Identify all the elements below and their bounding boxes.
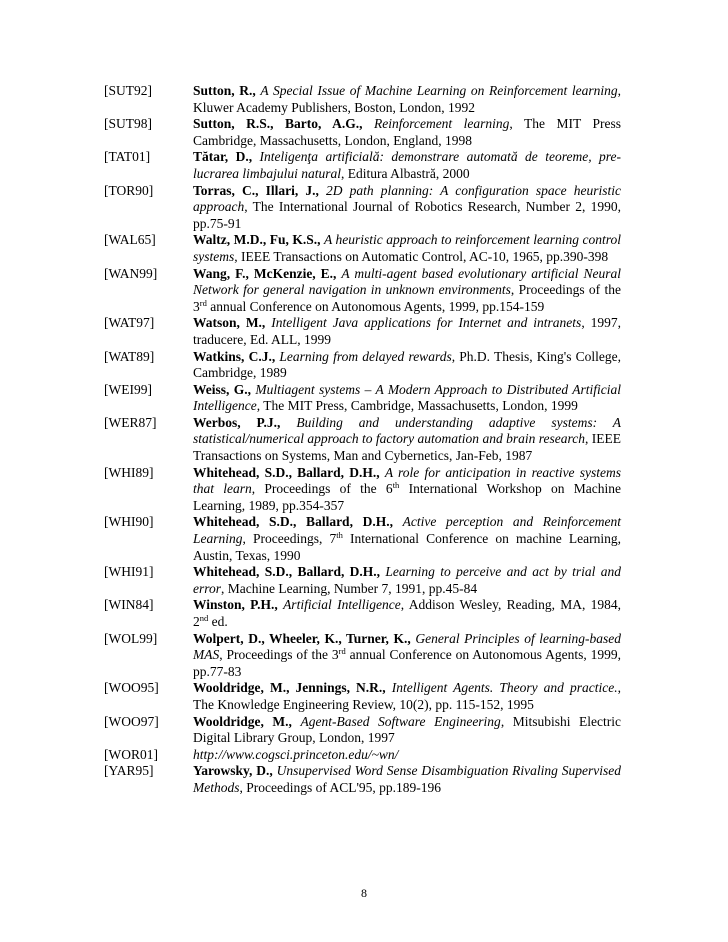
reference-text bbox=[193, 680, 621, 713]
reference-authors: Tătar, D., bbox=[193, 149, 253, 165]
reference-entry bbox=[104, 349, 621, 382]
reference-authors: Watson, M., bbox=[193, 315, 266, 331]
reference-text bbox=[193, 232, 621, 265]
reference-text bbox=[193, 382, 621, 415]
reference-key: [WHI89] bbox=[104, 464, 154, 480]
reference-details: , The International Journal of Robotics Research, Number 2, 1990, pp.75-91 bbox=[193, 199, 621, 231]
reference-details: , Proceedings of the 6 bbox=[251, 481, 393, 497]
reference-title: A role for anticipation in reactive systems that learn bbox=[193, 464, 621, 497]
reference-text bbox=[193, 631, 621, 681]
reference-authors: Waltz, M.D., Fu, K.S., bbox=[193, 232, 321, 248]
reference-entry bbox=[104, 315, 621, 348]
reference-entry bbox=[104, 415, 621, 465]
reference-entry bbox=[104, 465, 621, 515]
ordinal-suffix: rd bbox=[338, 646, 346, 657]
reference-text bbox=[193, 564, 621, 597]
reference-authors: Werbos, P.J., bbox=[193, 414, 281, 430]
reference-title: A heuristic approach to reinforcement learning control systems bbox=[193, 232, 622, 264]
reference-key: [SUT92] bbox=[104, 83, 152, 98]
reference-details: , Machine Learning, Number 7, 1991, pp.45-84 bbox=[221, 580, 478, 596]
reference-authors: Watkins, C.J., bbox=[193, 348, 276, 364]
reference-entry bbox=[104, 747, 621, 764]
reference-text bbox=[193, 415, 621, 465]
reference-entry bbox=[104, 680, 621, 713]
reference-entry bbox=[104, 382, 621, 415]
reference-entry bbox=[104, 763, 621, 796]
reference-entry bbox=[104, 631, 621, 681]
reference-key: [WOR01] bbox=[104, 746, 158, 762]
reference-details: , Proceedings of ACL'95, pp.189-196 bbox=[239, 779, 442, 795]
reference-key: [SUT98] bbox=[104, 116, 152, 132]
reference-entry bbox=[104, 597, 621, 630]
reference-details: , Proceedings of the 3 bbox=[219, 647, 339, 663]
reference-details: , Mitsubishi Electric Digital Library Group, London, 1997 bbox=[193, 713, 622, 746]
reference-key: [WAT97] bbox=[104, 315, 155, 331]
reference-key: [TAT01] bbox=[104, 149, 151, 165]
reference-title: Unsupervised Word Sense Disambiguation Rivaling Supervised Methods bbox=[193, 763, 621, 795]
reference-entry bbox=[104, 514, 621, 564]
reference-details: , Proceedings, 7 bbox=[242, 531, 337, 547]
reference-details: , The Knowledge Engineering Review, 10(2), pp. 115-152, 1995 bbox=[193, 680, 621, 712]
reference-text bbox=[193, 266, 621, 316]
reference-title: Learning to perceive and act by trial and error bbox=[193, 564, 621, 596]
reference-entry bbox=[104, 183, 621, 233]
reference-entry bbox=[104, 266, 621, 316]
reference-details-cont: annual Conference on Autonomous Agents, 1999, pp.77-83 bbox=[193, 647, 621, 679]
reference-title: Intelligent Agents. Theory and practice. bbox=[391, 680, 618, 696]
reference-entry bbox=[104, 116, 621, 149]
reference-details: , Editura Albastră, 2000 bbox=[341, 165, 470, 181]
reference-key: [WHI91] bbox=[104, 564, 154, 580]
reference-details: , Addison Wesley, Reading, MA, 1984, 2 bbox=[193, 597, 622, 629]
reference-entry bbox=[104, 564, 621, 597]
page-number: 8 bbox=[361, 886, 367, 900]
reference-details-cont: International Conference on machine Learning, Austin, Texas, 1990 bbox=[193, 531, 622, 563]
reference-details: , IEEE Transactions on Systems, Man and Cybernetics, Jan-Feb, 1987 bbox=[193, 431, 621, 464]
reference-key: [WHI90] bbox=[104, 514, 154, 530]
reference-authors: Yarowsky, D., bbox=[193, 763, 273, 779]
reference-details: , Ph.D. Thesis, King's College, Cambridge, 1989 bbox=[193, 348, 621, 381]
reference-authors: Whitehead, S.D., Ballard, D.H., bbox=[193, 464, 380, 480]
ordinal-suffix: rd bbox=[199, 297, 207, 308]
reference-title: Intelligent Java applications for Internet and intranets bbox=[271, 315, 582, 331]
reference-title: A Special Issue of Machine Learning on Reinforcement learning bbox=[260, 83, 618, 98]
reference-title: Multiagent systems – A Modern Approach to Distributed Artificial Intelligence bbox=[193, 381, 621, 414]
reference-details: , Proceedings of the 3 bbox=[193, 282, 621, 314]
reference-authors: Wooldridge, M., Jennings, N.R., bbox=[193, 680, 386, 696]
reference-key: [TOR90] bbox=[104, 182, 154, 198]
reference-key: [WOO95] bbox=[104, 680, 159, 696]
reference-title: General Principles of learning-based MAS bbox=[193, 630, 622, 663]
reference-authors: Wooldridge, M., bbox=[193, 713, 292, 729]
reference-text bbox=[193, 465, 621, 515]
reference-details: , 1997, traducere, Ed. ALL, 1999 bbox=[193, 315, 621, 347]
reference-title: Reinforcement learning bbox=[373, 116, 510, 132]
reference-authors: Torras, C., Illari, J., bbox=[193, 182, 319, 198]
reference-key: [WEI99] bbox=[104, 381, 152, 397]
reference-title: Building and understanding adaptive systems: A statistical/numerical approach to factory automation and brain research bbox=[193, 414, 621, 447]
reference-key: [WOO97] bbox=[104, 713, 159, 729]
reference-list bbox=[104, 83, 621, 797]
reference-authors: Wolpert, D., Wheeler, K., Turner, K., bbox=[193, 630, 411, 646]
reference-authors: Wang, F., McKenzie, E., bbox=[193, 265, 337, 281]
ordinal-suffix: th bbox=[336, 530, 343, 541]
reference-details: , The MIT Press, Cambridge, Massachusetts, London, 1999 bbox=[256, 398, 578, 414]
reference-title: 2D path planning: A configuration space heuristic approach bbox=[193, 182, 621, 215]
reference-text bbox=[193, 116, 621, 149]
reference-text bbox=[193, 747, 621, 764]
reference-text bbox=[193, 83, 621, 116]
reference-text bbox=[193, 763, 621, 796]
reference-details: , IEEE Transactions on Automatic Control, AC-10, 1965, pp.390-398 bbox=[234, 248, 609, 264]
reference-entry bbox=[104, 714, 621, 747]
reference-text bbox=[193, 514, 621, 564]
reference-details: , The MIT Press Cambridge, Massachusetts, London, England, 1998 bbox=[193, 116, 621, 148]
reference-authors: Sutton, R., bbox=[193, 83, 256, 98]
reference-entry bbox=[104, 83, 621, 116]
reference-key: [WAT89] bbox=[104, 348, 155, 364]
reference-authors: Winston, P.H., bbox=[193, 597, 278, 613]
reference-title: Active perception and Reinforcement Learning bbox=[193, 514, 621, 547]
reference-details: , Kluwer Academy Publishers, Boston, London, 1992 bbox=[193, 83, 622, 115]
reference-authors: Weiss, G., bbox=[193, 381, 251, 397]
reference-details-cont: International Workshop on Machine Learning, 1989, pp.354-357 bbox=[193, 481, 621, 513]
reference-text bbox=[193, 597, 621, 630]
reference-key: [WAN99] bbox=[104, 265, 158, 281]
reference-title: A multi-agent based evolutionary artificial Neural Network for general navigation in unknown environments bbox=[193, 265, 621, 298]
reference-title: Inteligenţa artificială: demonstrare automată de teoreme, pre-lucrarea limbajului natural bbox=[193, 149, 621, 181]
reference-entry bbox=[104, 232, 621, 265]
reference-text bbox=[193, 714, 621, 747]
ordinal-suffix: nd bbox=[199, 613, 209, 623]
reference-details-cont: ed. bbox=[208, 614, 228, 629]
reference-text bbox=[193, 349, 621, 382]
reference-key: [WIN84] bbox=[104, 597, 154, 613]
reference-title: Artificial Intelligence bbox=[283, 597, 401, 613]
reference-title: Agent-Based Software Engineering bbox=[300, 713, 501, 729]
reference-title: Learning from delayed rewards bbox=[279, 348, 452, 364]
reference-url[interactable]: http://www.cogsci.princeton.edu/~wn/ bbox=[193, 746, 399, 762]
reference-text bbox=[193, 149, 621, 182]
reference-authors: Whitehead, S.D., Ballard, D.H., bbox=[193, 564, 381, 580]
reference-authors: Sutton, R.S., Barto, A.G., bbox=[193, 116, 363, 132]
reference-text bbox=[193, 183, 621, 233]
reference-key: [WER87] bbox=[104, 414, 157, 430]
ordinal-suffix: th bbox=[392, 480, 400, 491]
reference-authors: Whitehead, S.D., Ballard, D.H., bbox=[193, 514, 393, 530]
reference-entry bbox=[104, 149, 621, 182]
reference-key: [WAL65] bbox=[104, 232, 156, 248]
reference-details-cont: annual Conference on Autonomous Agents, 1999, pp.154-159 bbox=[206, 298, 545, 314]
reference-key: [WOL99] bbox=[104, 630, 158, 646]
reference-text bbox=[193, 315, 621, 348]
reference-key: [YAR95] bbox=[104, 763, 154, 779]
